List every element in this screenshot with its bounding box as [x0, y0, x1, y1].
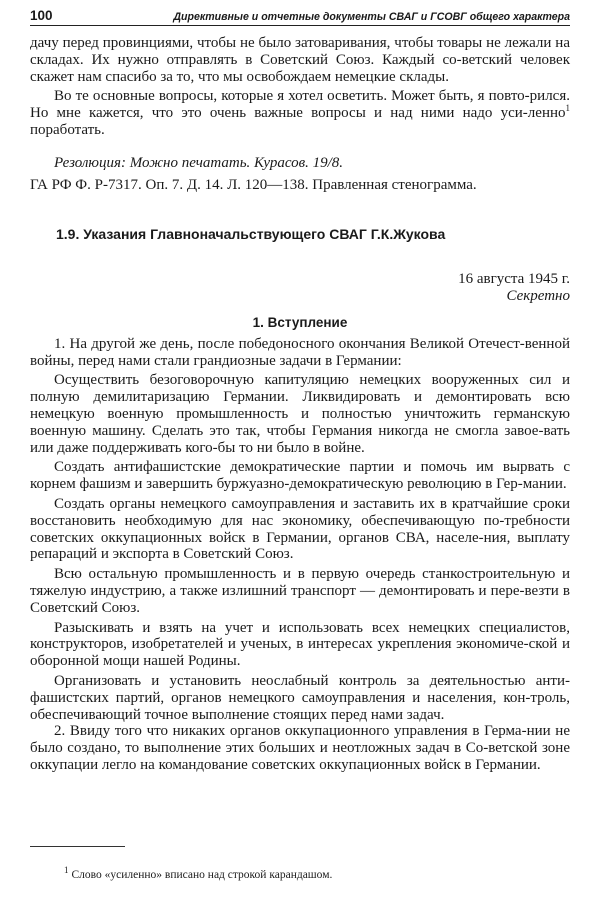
body-paragraph: Создать органы немецкого самоуправления и заставить их в кратчайшие сроки восстановить необходимую для нас экономику, обеспечивающую по-требности советских оккупационных войск в Германии, органов СВА, населе-ния, выплату репараций и экспорта в Советский Союз. — [30, 495, 570, 563]
footnote-rule — [30, 846, 125, 847]
page-header — [30, 8, 570, 26]
closing-text-end: поработать. — [30, 121, 105, 138]
paragraph-continuation: дачу перед провинциями, чтобы не было затоваривания, чтобы товары не лежали на складах. Их нужно отправлять в Советский Союз. Каждый со-ветский человек скажет нам спасибо за то, что мы освобождаем немецкие склады. — [30, 35, 570, 85]
body-paragraph: Организовать и установить неослабный контроль за деятельностью анти-фашистских партий, органов немецкого самоуправления и населения, кон-троль, обеспечивающий точное выполнение стоящих перед нами задач. — [30, 672, 570, 723]
paragraph-closing — [30, 88, 570, 138]
archive-reference: ГА РФ Ф. Р-7317. Оп. 7. Д. 14. Л. 120—138. Правленная стенограмма. — [30, 176, 477, 193]
footnote — [64, 865, 333, 882]
body-paragraph: Всю остальную промышленность и в первую очередь станкостроительную и тяжелую индустрию, а также излишний транспорт — демонтировать и пере-везти в Советский Союз. — [30, 566, 570, 616]
footnote-reference: 1 — [565, 103, 570, 114]
document-date: 16 августа 1945 г. — [458, 270, 570, 287]
document-meta — [30, 271, 570, 305]
classification-label: Секретно — [506, 287, 570, 304]
footnote-mark: 1 — [64, 865, 69, 876]
body-paragraph: Создать антифашистские демократические партии и помочь им вырвать с корнем фашизм и завершить буржуазно-демократическую революцию в Гер-мании. — [30, 459, 570, 493]
body-paragraph: Разыскивать и взять на учет и использовать всех немецких специалистов, конструкторов, изобретателей и ученых, в интересах укрепления экономиче-ской и оборонной мощи нашей Родины. — [30, 619, 570, 670]
running-title: Директивные и отчетные документы СВАГ и ГСОВГ общего характера — [173, 11, 570, 23]
body-paragraph: 1. На другой же день, после победоносного окончания Великой Отечест-венной войны, перед нами стали грандиозные задачи в Германии: — [30, 335, 570, 369]
resolution-note: Резолюция: Можно печатать. Курасов. 19/8. — [54, 154, 344, 171]
document-title: 1.9. Указания Главноначальствующего СВАГ Г.К.Жукова — [56, 225, 446, 242]
page-number: 100 — [30, 8, 53, 23]
section-title: 1. Вступление — [252, 314, 348, 330]
body-paragraph: 2. Ввиду того что никаких органов оккупационного управления в Герма-нии не было создано, то выполнение этих больших и неотложных задач в Со-ветской зоне оккупации легло на командование советских оккупационных войск в Германии. — [30, 723, 570, 773]
footnote-text: Слово «усиленно» вписано над строкой карандашом. — [71, 869, 333, 881]
closing-text: Во те основные вопросы, которые я хотел осветить. Может быть, я повто-рился. Но мне кажется, что это очень важные вопросы и над ними надо уси-ленно — [30, 88, 570, 122]
body-paragraph: Осуществить безоговорочную капитуляцию немецких вооруженных сил и полную демилитаризацию Германии. Ликвидировать и демонтировать всю немецкую военную промышленность и полностью уничтожить германскую военную машину. Сделать это так, чтобы Германия никогда не смогла завое-вать или даже поддерживать кого-бы то ни было в войне. — [30, 372, 570, 456]
